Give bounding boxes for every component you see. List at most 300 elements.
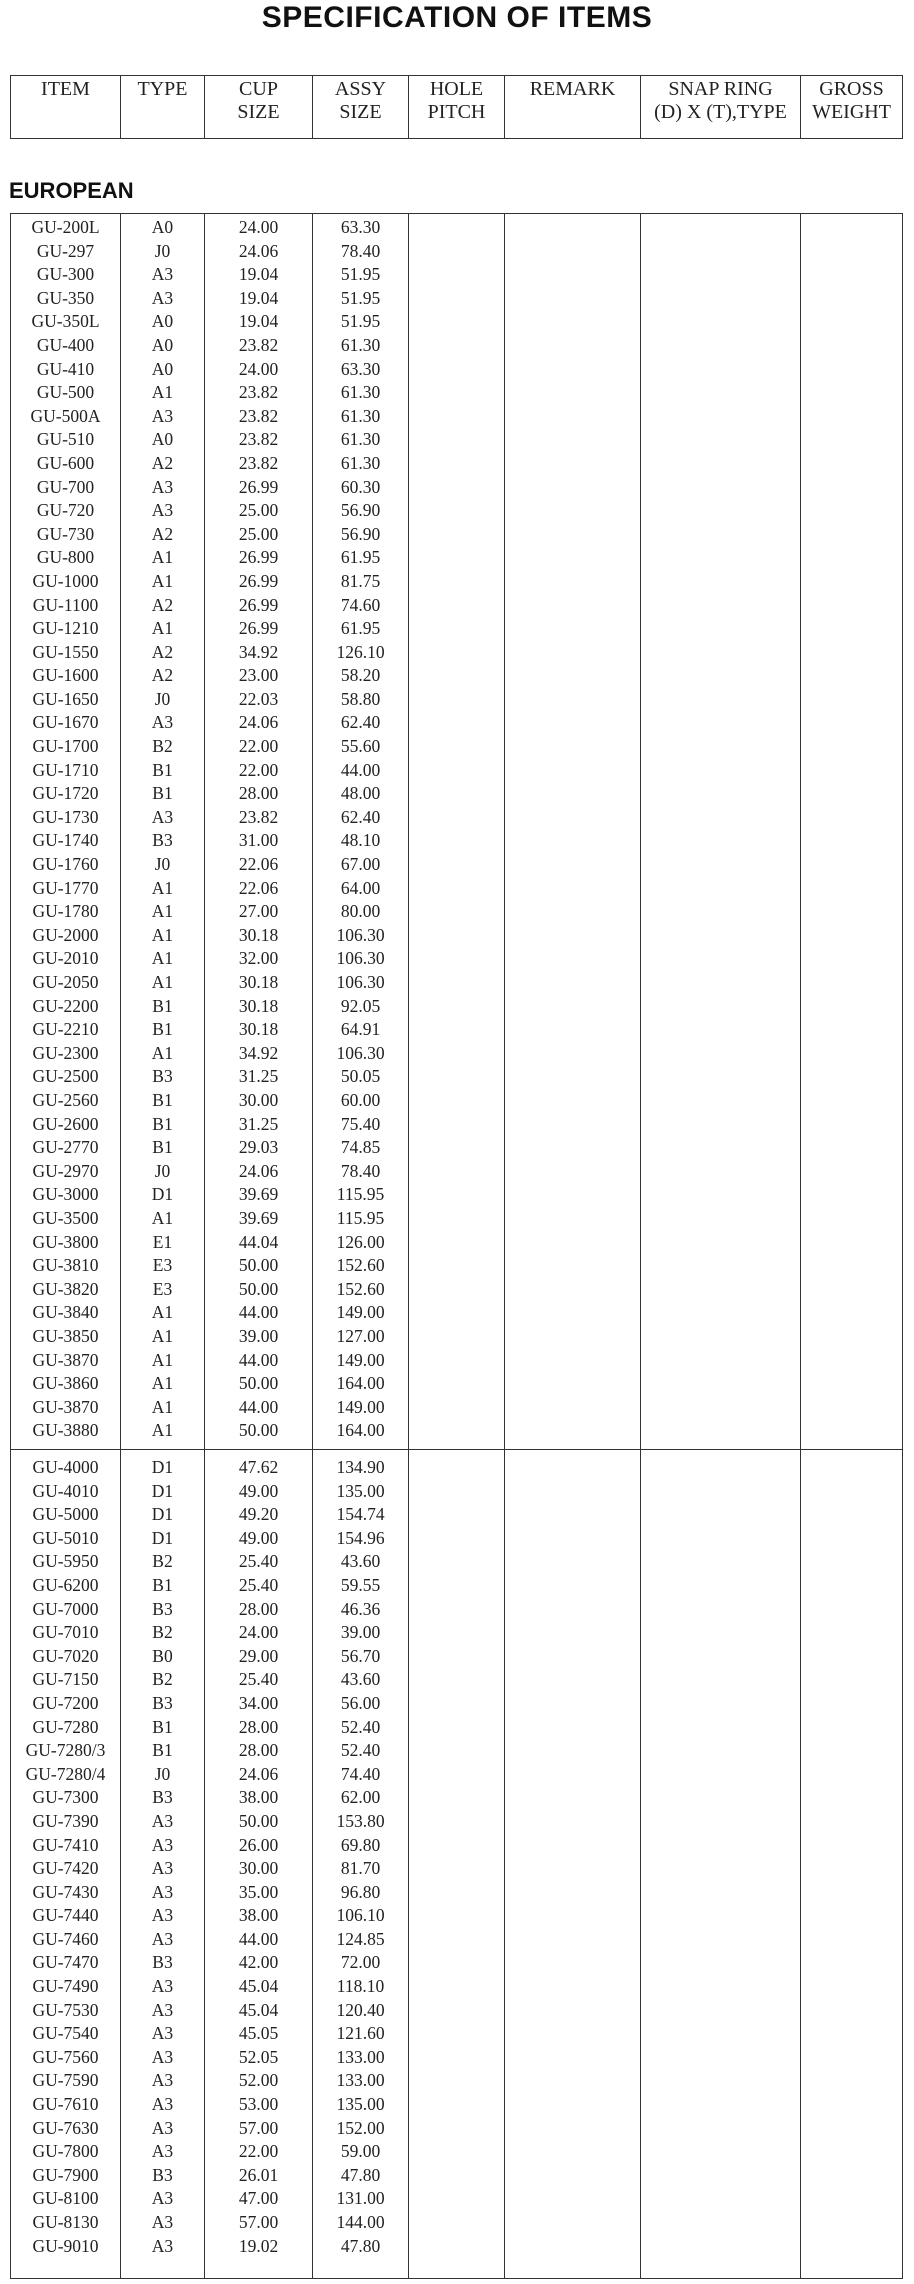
assy-size-cell: 81.75 <box>340 570 381 591</box>
cup-size-cell: 26.01 <box>238 2164 279 2185</box>
item-cell: GU-800 <box>36 547 95 568</box>
item-cell: GU-2050 <box>32 972 99 992</box>
cup-size-cell: 53.00 <box>238 2094 279 2115</box>
cup-size-cell: 30.18 <box>238 1019 279 1040</box>
item-cell: GU-7540 <box>32 2023 99 2044</box>
item-cell: GU-1700 <box>32 736 99 757</box>
cup-size-cell: 26.00 <box>238 1834 279 1855</box>
type-cell: A1 <box>151 1420 174 1441</box>
type-cell: A3 <box>151 2094 174 2115</box>
assy-size-cell: 60.00 <box>340 1089 381 1110</box>
item-cell: GU-3870 <box>32 1349 99 1370</box>
assy-size-cell: 47.80 <box>340 2235 381 2256</box>
cup-size-cell: 25.40 <box>238 1574 279 1595</box>
type-cell: A3 <box>151 476 174 497</box>
type-cell: J0 <box>154 1763 171 1784</box>
cup-size-cell: 38.00 <box>238 1905 279 1926</box>
type-cell: A3 <box>151 2212 174 2232</box>
assy-size-column <box>313 1450 409 2279</box>
type-cell: A1 <box>151 1396 174 1417</box>
assy-size-cell: 120.40 <box>336 1999 385 2020</box>
cup-size-cell: 50.00 <box>238 1810 279 1831</box>
assy-size-cell: 124.85 <box>336 1928 385 1949</box>
item-cell: GU-7420 <box>32 1858 99 1879</box>
type-cell: B1 <box>152 759 173 780</box>
type-cell: A1 <box>151 877 174 898</box>
item-cell: GU-2770 <box>32 1137 99 1158</box>
item-cell: GU-400 <box>36 334 95 355</box>
cup-size-cell: 44.04 <box>238 1231 279 1252</box>
item-cell: GU-3810 <box>32 1255 99 1276</box>
type-cell: A1 <box>151 547 174 568</box>
cup-size-cell: 31.00 <box>238 830 279 851</box>
header-label-line: (D) X (T),TYPE <box>654 101 787 123</box>
cup-size-cell: 28.00 <box>238 783 279 804</box>
cup-size-cell: 26.99 <box>238 618 279 639</box>
assy-size-cell: 135.00 <box>336 1480 385 1501</box>
item-cell: GU-2970 <box>32 1160 99 1181</box>
type-cell: A1 <box>151 570 174 591</box>
type-cell: A0 <box>151 217 174 237</box>
assy-size-cell: 78.40 <box>340 240 381 261</box>
assy-size-cell: 56.90 <box>340 523 381 544</box>
item-cell: GU-7900 <box>32 2164 99 2185</box>
cup-size-cell: 32.00 <box>238 948 279 969</box>
type-cell: B3 <box>152 1692 173 1713</box>
item-cell: GU-8100 <box>32 2188 99 2209</box>
type-cell: A1 <box>151 924 174 945</box>
item-cell: GU-7460 <box>32 1928 99 1949</box>
assy-size-cell: 47.80 <box>340 2164 381 2185</box>
cup-size-cell: 31.25 <box>238 1066 279 1087</box>
assy-size-cell: 115.95 <box>336 1184 385 1205</box>
type-cell: A0 <box>151 358 174 379</box>
snap-ring-column <box>641 1450 801 2279</box>
cup-size-cell: 30.18 <box>238 972 279 992</box>
cup-size-cell: 50.00 <box>238 1278 279 1299</box>
item-cell: GU-7200 <box>32 1692 99 1713</box>
assy-size-cell: 126.00 <box>336 1231 385 1252</box>
header-label-line: SIZE <box>339 101 382 123</box>
item-cell: GU-1780 <box>32 901 99 922</box>
type-cell: B1 <box>152 1716 173 1737</box>
cup-size-cell: 24.06 <box>238 240 279 261</box>
item-cell: GU-500A <box>30 405 101 426</box>
assy-size-cell: 80.00 <box>340 901 381 922</box>
type-cell: B3 <box>152 1598 173 1619</box>
type-cell: B3 <box>152 1787 173 1808</box>
type-cell: A2 <box>151 523 174 544</box>
assy-size-cell: 133.00 <box>336 2070 385 2091</box>
item-cell: GU-7630 <box>32 2117 99 2138</box>
header-assy-size <box>313 76 409 139</box>
item-cell: GU-3500 <box>32 1207 99 1228</box>
type-cell: A1 <box>151 1325 174 1346</box>
cup-size-cell: 30.18 <box>238 995 279 1016</box>
cup-size-cell: 29.00 <box>238 1645 279 1666</box>
type-cell: D1 <box>151 1527 174 1548</box>
cup-size-cell: 26.99 <box>238 594 279 615</box>
assy-size-cell: 133.00 <box>336 2046 385 2067</box>
cup-size-cell: 22.06 <box>238 877 279 898</box>
cup-size-cell: 57.00 <box>238 2117 279 2138</box>
cup-size-cell: 22.06 <box>238 854 279 875</box>
gross-weight-column <box>801 214 903 1450</box>
cup-size-cell: 44.00 <box>238 1396 279 1417</box>
item-cell: GU-1670 <box>32 712 99 733</box>
type-cell: A2 <box>151 594 174 615</box>
assy-size-cell: 61.30 <box>340 334 381 355</box>
assy-size-cell: 62.00 <box>340 1787 381 1808</box>
item-cell: GU-1730 <box>32 806 99 827</box>
type-cell: D1 <box>151 1184 174 1205</box>
cup-size-cell: 39.69 <box>238 1184 279 1205</box>
item-cell: GU-7610 <box>32 2094 99 2115</box>
cup-size-cell: 57.00 <box>238 2212 279 2232</box>
type-cell: A3 <box>151 712 174 733</box>
assy-size-cell: 59.00 <box>340 2141 381 2162</box>
cup-size-cell: 28.00 <box>238 1740 279 1761</box>
type-cell: A3 <box>151 1810 174 1831</box>
header-label-line: TYPE <box>137 78 188 100</box>
cup-size-cell: 22.03 <box>238 688 279 709</box>
cup-size-cell: 44.00 <box>238 1349 279 1370</box>
type-column <box>121 1450 205 2279</box>
type-cell: E3 <box>152 1278 173 1299</box>
type-cell: B3 <box>152 1952 173 1973</box>
item-cell: GU-3840 <box>32 1302 99 1323</box>
assy-size-cell: 96.80 <box>340 1881 381 1902</box>
assy-size-cell: 58.20 <box>340 665 381 686</box>
item-cell: GU-600 <box>36 452 95 473</box>
type-cell: A2 <box>151 641 174 662</box>
assy-size-cell: 164.00 <box>336 1420 385 1441</box>
item-cell: GU-1000 <box>32 570 99 591</box>
item-cell: GU-2560 <box>32 1089 99 1110</box>
assy-size-cell: 106.30 <box>336 924 385 945</box>
type-cell: A3 <box>151 1928 174 1949</box>
item-cell: GU-9010 <box>32 2235 99 2256</box>
type-cell: A3 <box>151 1999 174 2020</box>
header-label-line: SIZE <box>237 101 280 123</box>
type-cell: B1 <box>152 1089 173 1110</box>
hole-pitch-column <box>409 1450 505 2279</box>
item-cell: GU-7530 <box>32 1999 99 2020</box>
type-cell: A0 <box>151 334 174 355</box>
assy-size-cell: 127.00 <box>336 1325 385 1346</box>
assy-size-cell: 62.40 <box>340 712 381 733</box>
cup-size-cell: 28.00 <box>238 1598 279 1619</box>
item-cell: GU-3870 <box>32 1396 99 1417</box>
item-cell: GU-7470 <box>32 1952 99 1973</box>
assy-size-cell: 106.10 <box>336 1905 385 1926</box>
assy-size-cell: 55.60 <box>340 736 381 757</box>
cup-size-cell: 34.00 <box>238 1692 279 1713</box>
cup-size-cell: 19.04 <box>238 264 279 285</box>
assy-size-cell: 131.00 <box>336 2188 385 2209</box>
type-cell: A1 <box>151 382 174 403</box>
cup-size-cell: 19.04 <box>238 287 279 308</box>
item-cell: GU-7590 <box>32 2070 99 2091</box>
item-column <box>11 214 121 1450</box>
assy-size-cell: 59.55 <box>340 1574 381 1595</box>
item-cell: GU-297 <box>36 240 95 261</box>
cup-size-cell: 49.00 <box>238 1480 279 1501</box>
cup-size-cell: 52.00 <box>238 2070 279 2091</box>
item-cell: GU-8130 <box>32 2212 99 2232</box>
header-snap-ring <box>641 76 801 139</box>
cup-size-cell: 22.00 <box>238 736 279 757</box>
cup-size-cell: 34.92 <box>238 1042 279 1063</box>
header-label-line: ASSY <box>334 78 387 100</box>
type-cell: D1 <box>151 1504 174 1525</box>
type-cell: A1 <box>151 618 174 639</box>
assy-size-cell: 152.00 <box>336 2117 385 2138</box>
cup-size-cell: 19.02 <box>238 2235 279 2256</box>
assy-size-cell: 106.30 <box>336 948 385 969</box>
cup-size-cell: 24.00 <box>238 358 279 379</box>
type-cell: A3 <box>151 287 174 308</box>
type-cell: A1 <box>151 1042 174 1063</box>
cup-size-cell: 22.00 <box>238 759 279 780</box>
cup-size-cell: 23.82 <box>238 452 279 473</box>
item-cell: GU-350 <box>36 287 95 308</box>
spec-header-table <box>10 75 903 139</box>
assy-size-cell: 149.00 <box>336 1349 385 1370</box>
item-cell: GU-3000 <box>32 1184 99 1205</box>
assy-size-cell: 61.95 <box>340 547 381 568</box>
assy-size-cell: 74.40 <box>340 1763 381 1784</box>
assy-size-cell: 61.30 <box>340 452 381 473</box>
cup-size-cell: 34.92 <box>238 641 279 662</box>
item-cell: GU-1600 <box>32 665 99 686</box>
cup-size-column <box>205 1450 313 2279</box>
remark-column <box>505 1450 641 2279</box>
header-gross-weight <box>801 76 903 139</box>
item-cell: GU-510 <box>36 429 95 450</box>
assy-size-cell: 152.60 <box>336 1278 385 1299</box>
item-cell: GU-3850 <box>32 1325 99 1346</box>
cup-size-cell: 39.69 <box>238 1207 279 1228</box>
assy-size-cell: 67.00 <box>340 854 381 875</box>
cup-size-cell: 31.25 <box>238 1113 279 1134</box>
type-cell: J0 <box>154 854 171 875</box>
item-cell: GU-7280/4 <box>25 1763 106 1784</box>
header-cup-size <box>205 76 313 139</box>
item-cell: GU-720 <box>36 500 95 521</box>
assy-size-cell: 56.00 <box>340 1692 381 1713</box>
cup-size-cell: 24.06 <box>238 712 279 733</box>
assy-size-cell: 154.96 <box>336 1527 385 1548</box>
hole-pitch-column <box>409 214 505 1450</box>
item-cell: GU-7560 <box>32 2046 99 2067</box>
item-cell: GU-7300 <box>32 1787 99 1808</box>
type-cell: A3 <box>151 1905 174 1926</box>
item-column <box>11 1450 121 2279</box>
type-cell: A3 <box>151 2235 174 2256</box>
cup-size-cell: 26.99 <box>238 570 279 591</box>
cup-size-cell: 23.82 <box>238 405 279 426</box>
type-cell: B3 <box>152 1066 173 1087</box>
gross-weight-column <box>801 1450 903 2279</box>
assy-size-cell: 135.00 <box>336 2094 385 2115</box>
type-cell: A3 <box>151 1858 174 1879</box>
type-cell: B2 <box>152 1551 173 1572</box>
item-cell: GU-1710 <box>32 759 99 780</box>
cup-size-cell: 25.00 <box>238 523 279 544</box>
item-cell: GU-7020 <box>32 1645 99 1666</box>
header-hole-pitch <box>409 76 505 139</box>
item-cell: GU-3860 <box>32 1373 99 1394</box>
cup-size-cell: 25.40 <box>238 1669 279 1690</box>
assy-size-cell: 48.00 <box>340 783 381 804</box>
assy-size-cell: 44.00 <box>340 759 381 780</box>
item-cell: GU-5010 <box>32 1527 99 1548</box>
type-cell: A3 <box>151 405 174 426</box>
header-label-line: CUP <box>239 78 278 100</box>
table-group <box>11 1450 903 2279</box>
type-cell: A3 <box>151 806 174 827</box>
assy-size-cell: 118.10 <box>336 1976 385 1997</box>
header-label-line: PITCH <box>427 101 486 123</box>
assy-size-cell: 58.80 <box>340 688 381 709</box>
item-cell: GU-3800 <box>32 1231 99 1252</box>
item-cell: GU-1650 <box>32 688 99 709</box>
type-cell: A1 <box>151 948 174 969</box>
cup-size-cell: 42.00 <box>238 1952 279 1973</box>
type-cell: A3 <box>151 264 174 285</box>
cup-size-cell: 52.05 <box>238 2046 279 2067</box>
assy-size-cell: 61.30 <box>340 405 381 426</box>
type-cell: J0 <box>154 240 171 261</box>
type-cell: B2 <box>152 1669 173 1690</box>
assy-size-cell: 61.95 <box>340 618 381 639</box>
header-label-line: REMARK <box>529 78 616 100</box>
item-cell: GU-2210 <box>32 1019 99 1040</box>
assy-size-cell: 43.60 <box>340 1551 381 1572</box>
item-cell: GU-2500 <box>32 1066 99 1087</box>
cup-size-cell: 47.62 <box>238 1457 279 1477</box>
cup-size-cell: 47.00 <box>238 2188 279 2209</box>
type-cell: A0 <box>151 311 174 332</box>
cup-size-cell: 23.82 <box>238 382 279 403</box>
type-cell: A0 <box>151 429 174 450</box>
assy-size-cell: 75.40 <box>340 1113 381 1134</box>
cup-size-cell: 25.40 <box>238 1551 279 1572</box>
cup-size-cell: 38.00 <box>238 1787 279 1808</box>
cup-size-cell: 30.00 <box>238 1089 279 1110</box>
item-cell: GU-350L <box>31 311 100 332</box>
cup-size-cell: 50.00 <box>238 1373 279 1394</box>
type-cell: A3 <box>151 2046 174 2067</box>
cup-size-cell: 45.05 <box>238 2023 279 2044</box>
assy-size-cell: 64.91 <box>340 1019 381 1040</box>
header-item <box>11 76 121 139</box>
header-label-line: HOLE <box>429 78 484 100</box>
assy-size-cell: 39.00 <box>340 1622 381 1643</box>
type-cell: J0 <box>154 688 171 709</box>
cup-size-cell: 29.03 <box>238 1137 279 1158</box>
item-cell: GU-200L <box>31 217 100 237</box>
cup-size-cell: 24.06 <box>238 1763 279 1784</box>
assy-size-cell: 74.60 <box>340 594 381 615</box>
header-label-line: WEIGHT <box>812 101 891 123</box>
type-cell: A3 <box>151 2070 174 2091</box>
item-cell: GU-7800 <box>32 2141 99 2162</box>
item-cell: GU-7280 <box>32 1716 99 1737</box>
assy-size-cell: 51.95 <box>340 287 381 308</box>
cup-size-cell: 35.00 <box>238 1881 279 1902</box>
type-cell: A1 <box>151 1302 174 1323</box>
page-title: SPECIFICATION OF ITEMS <box>261 1 653 34</box>
assy-size-cell: 60.30 <box>340 476 381 497</box>
type-cell: B1 <box>152 995 173 1016</box>
assy-size-cell: 149.00 <box>336 1302 385 1323</box>
item-cell: GU-2000 <box>32 924 99 945</box>
cup-size-cell: 23.82 <box>238 806 279 827</box>
cup-size-cell: 28.00 <box>238 1716 279 1737</box>
assy-size-cell: 72.00 <box>340 1952 381 1973</box>
item-cell: GU-2010 <box>32 948 99 969</box>
assy-size-cell: 121.60 <box>336 2023 385 2044</box>
type-cell: B1 <box>152 1740 173 1761</box>
item-cell: GU-2200 <box>32 995 99 1016</box>
assy-size-cell: 63.30 <box>340 217 381 237</box>
item-cell: GU-500 <box>36 382 95 403</box>
assy-size-cell: 48.10 <box>340 830 381 851</box>
assy-size-cell: 56.90 <box>340 500 381 521</box>
snap-ring-column <box>641 214 801 1450</box>
item-cell: GU-730 <box>36 523 95 544</box>
cup-size-column <box>205 214 313 1450</box>
item-cell: GU-2600 <box>32 1113 99 1134</box>
type-column <box>121 214 205 1450</box>
header-label-line: ITEM <box>41 78 90 100</box>
cup-size-cell: 50.00 <box>238 1420 279 1441</box>
item-cell: GU-7010 <box>32 1622 99 1643</box>
assy-size-cell: 51.95 <box>340 264 381 285</box>
assy-size-cell: 144.00 <box>336 2212 385 2232</box>
item-cell: GU-7490 <box>32 1976 99 1997</box>
header-type <box>121 76 205 139</box>
item-cell: GU-7430 <box>32 1881 99 1902</box>
type-cell: B0 <box>152 1645 173 1666</box>
cup-size-cell: 24.06 <box>238 1160 279 1181</box>
type-cell: D1 <box>151 1457 174 1477</box>
cup-size-cell: 26.99 <box>238 476 279 497</box>
section-title: EUROPEAN <box>9 178 134 203</box>
item-cell: GU-1770 <box>32 877 99 898</box>
assy-size-cell: 164.00 <box>336 1373 385 1394</box>
assy-size-cell: 43.60 <box>340 1669 381 1690</box>
assy-size-cell: 126.10 <box>336 641 385 662</box>
type-cell: J0 <box>154 1160 171 1181</box>
type-cell: A1 <box>151 901 174 922</box>
type-cell: A3 <box>151 1834 174 1855</box>
cup-size-cell: 45.04 <box>238 1999 279 2020</box>
type-cell: A2 <box>151 452 174 473</box>
item-cell: GU-3820 <box>32 1278 99 1299</box>
type-cell: A2 <box>151 665 174 686</box>
type-cell: A3 <box>151 2188 174 2209</box>
type-cell: A1 <box>151 1349 174 1370</box>
type-cell: A1 <box>151 972 174 992</box>
cup-size-cell: 45.04 <box>238 1976 279 1997</box>
item-cell: GU-5000 <box>32 1504 99 1525</box>
header-remark <box>505 76 641 139</box>
assy-size-cell: 106.30 <box>336 972 385 992</box>
header-row <box>11 76 903 139</box>
